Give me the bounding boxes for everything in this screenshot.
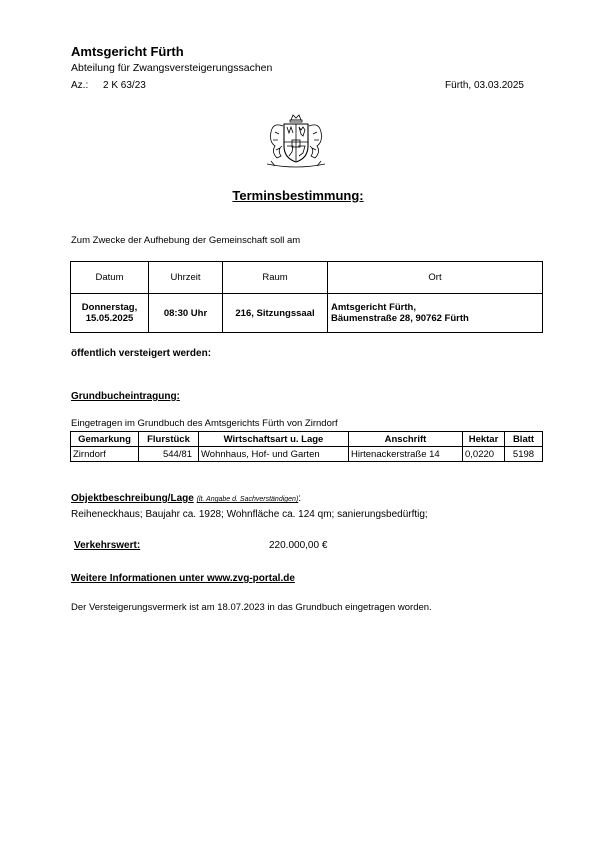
cell-hektar: 0,0220 bbox=[463, 447, 505, 462]
column-header: Flurstück bbox=[139, 432, 199, 447]
market-value-label: Verkehrswert: bbox=[74, 540, 141, 551]
column-header: Datum bbox=[71, 262, 149, 294]
object-description: Reiheneckhaus; Baujahr ca. 1928; Wohnfläche ca. 124 qm; sanierungsbedürftig; bbox=[71, 509, 428, 520]
appointment-place bbox=[328, 294, 543, 333]
date-line: 15.05.2025 bbox=[85, 313, 134, 324]
land-register-heading: Grundbucheintragung: bbox=[71, 391, 180, 402]
land-register-table bbox=[70, 431, 543, 462]
column-header: Ort bbox=[328, 262, 543, 294]
column-header: Uhrzeit bbox=[149, 262, 223, 294]
column-header: Anschrift bbox=[349, 432, 463, 447]
table-row bbox=[71, 447, 543, 462]
appointment-header-row bbox=[71, 262, 543, 294]
cell-blatt: 5198 bbox=[505, 447, 543, 462]
column-header: Gemarkung bbox=[71, 432, 139, 447]
place-date: Fürth, 03.03.2025 bbox=[445, 80, 524, 91]
appointment-row bbox=[71, 294, 543, 333]
appointment-room: 216, Sitzungssaal bbox=[223, 294, 328, 333]
date-line: Donnerstag, bbox=[81, 302, 138, 313]
bavarian-coat-of-arms-icon bbox=[261, 112, 331, 170]
appointment-date bbox=[71, 294, 149, 333]
cell-anschrift: Hirtenackerstraße 14 bbox=[349, 447, 463, 462]
object-heading: Objektbeschreibung/Lage bbox=[71, 493, 194, 504]
cell-gemarkung: Zirndorf bbox=[71, 447, 139, 462]
case-number-label: Az.: bbox=[71, 80, 89, 91]
column-header: Raum bbox=[223, 262, 328, 294]
column-header: Blatt bbox=[505, 432, 543, 447]
page-title: Terminsbestimmung: bbox=[232, 188, 364, 203]
auction-statement: öffentlich versteigert werden: bbox=[71, 348, 212, 359]
court-name: Amtsgericht Fürth bbox=[71, 44, 184, 59]
place-line: Amtsgericht Fürth, bbox=[331, 302, 416, 313]
more-info-link[interactable]: Weitere Informationen unter www.zvg-portal.de bbox=[71, 573, 295, 584]
place-line: Bäumenstraße 28, 90762 Fürth bbox=[331, 313, 469, 324]
appointment-time: 08:30 Uhr bbox=[149, 294, 223, 333]
department-name: Abteilung für Zwangsversteigerungssachen bbox=[71, 62, 273, 74]
object-heading-colon: : bbox=[298, 493, 302, 504]
cell-wirtschaftsart: Wohnhaus, Hof- und Garten bbox=[199, 447, 349, 462]
case-number: 2 K 63/23 bbox=[103, 80, 146, 91]
market-value: 220.000,00 € bbox=[269, 540, 328, 551]
land-register-header-row bbox=[71, 432, 543, 447]
appointment-table bbox=[70, 261, 543, 333]
register-note: Der Versteigerungsvermerk ist am 18.07.2023 in das Grundbuch eingetragen worden. bbox=[71, 602, 432, 613]
column-header: Wirtschaftsart u. Lage bbox=[199, 432, 349, 447]
object-heading-line bbox=[71, 493, 301, 504]
cell-flurstueck: 544/81 bbox=[139, 447, 199, 462]
object-heading-note: (lt. Angabe d. Sachverständigen) bbox=[196, 496, 299, 503]
intro-text: Zum Zwecke der Aufhebung der Gemeinschaft soll am bbox=[71, 235, 301, 246]
land-register-intro: Eingetragen im Grundbuch des Amtsgerichts Fürth von Zirndorf bbox=[71, 418, 338, 429]
column-header: Hektar bbox=[463, 432, 505, 447]
